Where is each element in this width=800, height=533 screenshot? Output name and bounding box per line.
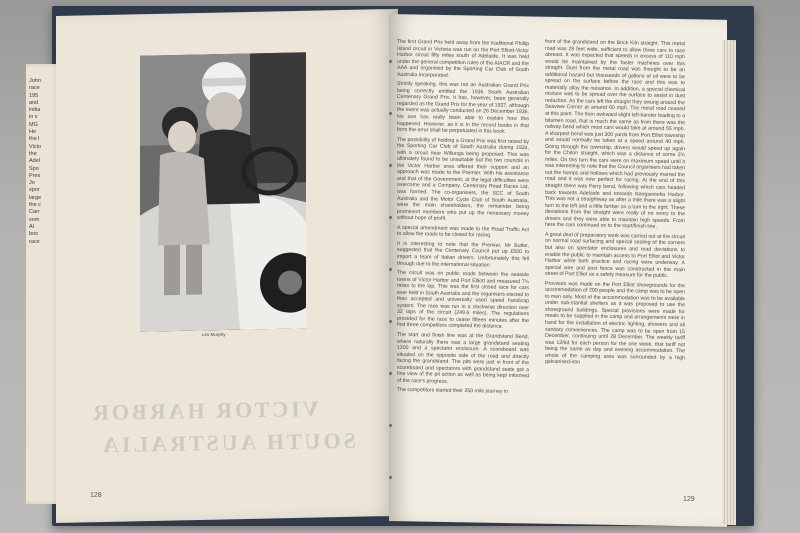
binding-hole (389, 476, 392, 479)
binding-hole (389, 112, 392, 115)
paragraph: The first Grand Prix held away from the traditional Phillip Island circuit in Victoria was run on the Port Elliott-Victor Harbor circuit fifty miles south of Adelaide. It was held under the general competition rules of the AIACR and the AAA and organised by the Sporting Car Club of South Australia Incorporated. (397, 38, 529, 79)
previous-page-fragment: in v (29, 114, 38, 121)
previous-page-fragment: initia (29, 107, 41, 114)
binding-hole (389, 164, 392, 167)
paragraph: It is interesting to note that the Premier, Mr Butler, suggested that the Centenary Council put up £500 to import a team of Italian drivers. Unfortunately this fell through due to the international situation. (397, 240, 529, 268)
text-column-1 (397, 39, 529, 471)
paragraph: front of the grandstand on the Brick Kiln straight. This metal road was 29 feet wide, sufficient to allow three cars to race abreast. It was expected that speeds in excess of 110 mph would be maintained by the faster machines over this straight. Dust from the metal road was thought to be an additional hazard but thousands of gallons of oil were to be spread on the surface before the race and this was to materially allay the nuisance. In addition, a special chemical mixture was to be spread over the surface to assist in dust reduction. As the cars left the straight they swung around the Seaview Corner at around 60 mph. The metal road ceased at this point. The then awkward slight left-hander leading to a bitumen road, that is much the same as from there was the railway bend which most cars would take at around 55 mph. A sharpest bend was just 300 yards from Port Elliot township and would normally be taken at a speed around 40 mph. Going through the township, drivers would speed up again for the Chiton straight, which was a distance of some 2¾ miles. On this turn the cars were on maximum speed until it was interesting to note that the Council organisers had taken out the humps and hollows which had previously marred the road and it was now perfect for racing. At the end of this straight there was Ferry bend, following which cars headed back towards Adelaide and towards Nangawooka Harbor. This was not a straightway as after a mile there was a slight turn to the left and a little further on a turn to the right. These deviations from the straight were really of no worry to the drivers and they were able to maintain high speeds. From here the cars continued on to the start/finish line. (545, 38, 685, 231)
previous-page-fragment: He (29, 129, 37, 136)
previous-page-fragment: race (29, 238, 40, 245)
previous-page-text (29, 78, 59, 246)
binding-hole (389, 372, 392, 375)
binding-holes (388, 60, 394, 500)
page-stack-edge (722, 40, 736, 525)
previous-page-fragment: boo (29, 231, 39, 238)
binding-hole (389, 268, 392, 271)
previous-page-fragment: spor (29, 187, 40, 194)
previous-page-fragment: som (29, 216, 40, 223)
paragraph: Strictly speaking, this was not an Australian Grand Prix being correctly entitled the 1936 South Australian Centenary Grand Prix. It has, however, been generally regarded as the Grand Prix for the year of 1937, although the event was actually conducted on 26 December 1936. No one has really been able to explain how this happened. However, as it is in the record books in that form the error shall be perpetuated in this book. (397, 81, 529, 135)
binding-hole (389, 320, 392, 323)
previous-page-fragment: Carr (29, 209, 40, 216)
previous-page-fragment: race (29, 85, 40, 92)
binding-hole (389, 60, 392, 63)
paragraph: The competitors started their 250 mile journey in (397, 387, 509, 396)
previous-page-edge (26, 64, 60, 504)
ghost-title-line-1: VICTOR HARBOR (89, 396, 319, 425)
photograph-driver-with-child (140, 52, 306, 331)
previous-page-fragment: and (29, 99, 39, 106)
previous-page-fragment: Victo (29, 143, 42, 150)
left-page-number: 128 (90, 492, 102, 499)
previous-page-fragment: Jo (29, 180, 35, 187)
previous-page-fragment: the (29, 150, 37, 157)
paragraph: A special amendment was made to the Road Traffic Act to allow the roads to be closed for racing. (397, 224, 529, 239)
previous-page-fragment: MG (29, 121, 38, 128)
binding-hole (389, 216, 392, 219)
paragraph: The start and finish line was at the Grandstand Bend, where naturally there was a large grandstand seating 1200 and a spectator enclosure. A scoreboard was situated on the opposite side of the road and directly facing the grandstand. The pits were just in front of the scoreboard and spectators with grandstand seats got a fine view of the pit action as well as being kept informed of the race's progress. (397, 331, 529, 385)
ghost-title-line-2: SOUTH AUSTRALIA (99, 427, 357, 458)
photo-caption: Lex Murphy (202, 332, 226, 337)
text-column-2 (545, 39, 685, 491)
photograph-illustration (140, 52, 306, 331)
previous-page-fragment: Pres (29, 172, 41, 179)
previous-page-fragment: Adel (29, 158, 41, 165)
paragraph: The possibility of holding a Grand Prix was first raised by the Sporting Car Club of South Australia during 1934, with a circuit near Willunga being proposed. This was ultimately found to be unsuitable but the two councils in the Victor Harbor area offered their support and an approach was made to the Premier. With his assistance and that of the Government, at the legal difficulties were overcome and a Company, Centenary Road Races Ltd, was formed. The co-organisers, the SCC of South Australia and the Motor Cycle Club of South Australia, were the main shareholders, the remainder being prominent members who put up the necessary money without hope of profit. (397, 136, 529, 222)
previous-page-fragment: 195 (29, 92, 39, 99)
previous-page-fragment: Al (29, 223, 34, 230)
paragraph: A great deal of preparatory work was carried out at the circuit on normal road surfacing and special sealing of the corners but also on spectator enclosures and road deviations to enable the public to maintain access to Port Elliot and Victor Harbor while both practice and racing were underway. A special wire and post fence was constructed in the main street of Port Elliot as a safety measure for the public. (545, 231, 685, 280)
previous-page-fragment: large (29, 194, 42, 201)
previous-page-fragment: the c (29, 202, 41, 209)
paragraph: Provision was made on the Port Elliot showgrounds for the accommodation of 200 people and the camp was to be open to men only. Most of the accommodation was to be available under sub-stantial shelters as it was proposed to use the showground buildings. Special provisions were made for meals to be supplied in the camp and arrangements were in hand for the installation of electric lighting, showers and all sanitary conveniences. The camp was to be open from 15 December, continuing until 28 December. The weekly tariff was 12/6d for each person for the one week, that tariff not being the same as day and evening accommodation. The whole of the camping area was surrounded by a high galvanised-iron (545, 280, 685, 366)
previous-page-fragment: the l (29, 136, 40, 143)
paragraph: The circuit was on public roads between the seaside towns of Victor Harbor and Port Elliott and measured 7¾ miles to the lap. This was the first closed race for cars ever held in South Australia and the organisers elected to then accepted and universally used speed handicap system. The race was run in a clockwise direction over 32 laps of the circuit (249.6 miles). The regulations provided for the race to cease fifteen minutes after the first three competitors completed the distance. (397, 269, 529, 331)
binding-hole (389, 424, 392, 427)
previous-page-fragment: John (29, 78, 41, 84)
right-page-number: 129 (683, 496, 695, 503)
previous-page-fragment: Spo (29, 165, 39, 172)
